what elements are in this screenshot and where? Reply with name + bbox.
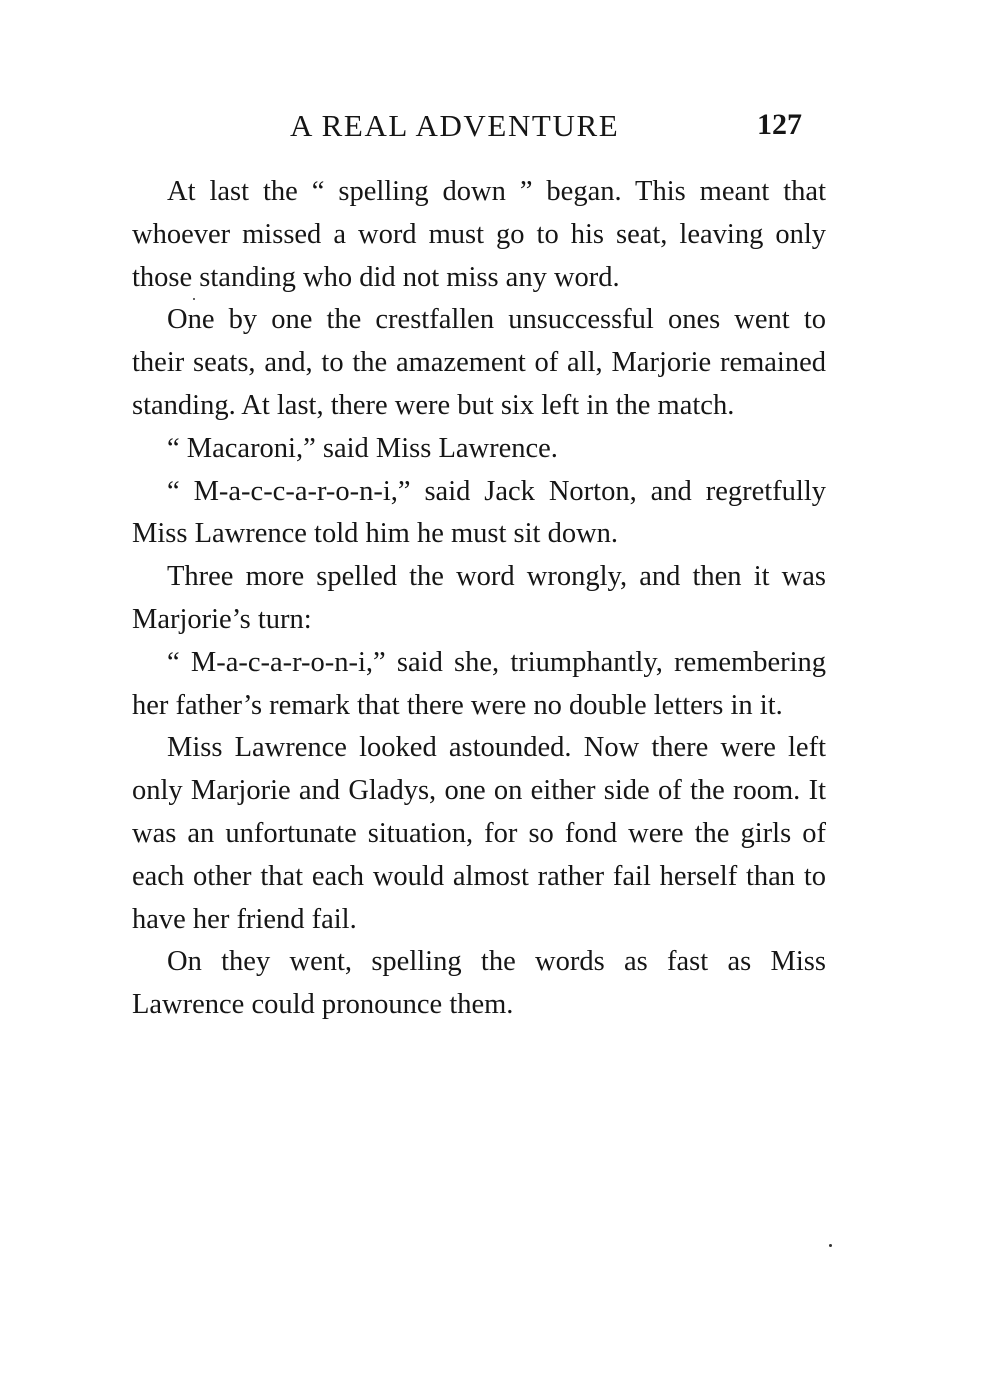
paragraph: At last the “ spelling down ” began. This meant that whoever missed a word must go to his seat, leaving only those standing who did not miss any word. xyxy=(132,176,826,293)
paragraph: “ M-a-c-c-a-r-o-n-i,” said Jack Norton, and regretfully Miss Lawrence told him he must sit down. xyxy=(132,475,826,550)
running-title: A REAL ADVENTURE xyxy=(290,108,620,143)
page-number: 127 xyxy=(757,108,802,141)
paragraph: Three more spelled the word wrongly, and then it was Marjorie’s turn: xyxy=(132,561,826,635)
paragraph: “ Macaroni,” said Miss Lawrence. xyxy=(167,432,558,464)
scan-speck xyxy=(193,298,195,300)
paragraph: One by one the crestfallen unsuccessful ones went to their seats, and, to the amazement of all, Marjorie remained standing. At last, there were but six left in the match. xyxy=(132,304,826,421)
body-text xyxy=(132,171,826,1027)
paragraph: Miss Lawrence looked astounded. Now there were left only Marjorie and Gladys, one on either side of the room. It was an unfortunate situation, for so fond were the girls of each other that each would almost rather fail herself than to have her friend fail. xyxy=(132,732,826,935)
paragraph: On they went, spelling the words as fast as Miss Lawrence could pronounce them. xyxy=(132,946,826,1021)
scan-speck xyxy=(829,1244,832,1247)
paragraph: “ M-a-c-a-r-o-n-i,” said she, triumphantly, remembering her father’s remark that there were no double letters in it. xyxy=(132,646,826,721)
